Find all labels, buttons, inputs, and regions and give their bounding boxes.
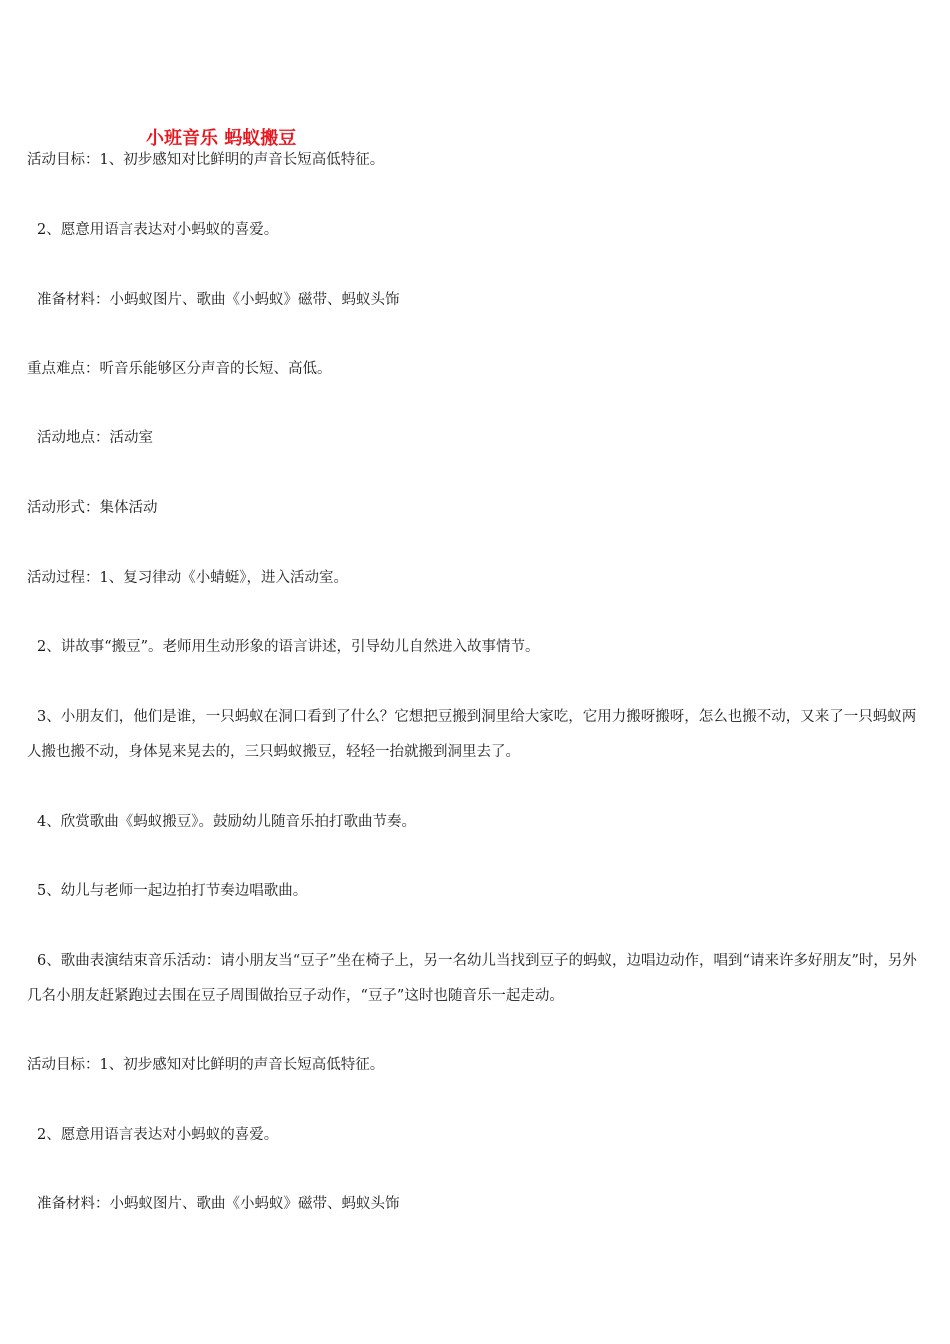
paragraph-process: 活动过程：1、复习律动《小蜻蜓》，进入活动室。 (27, 570, 348, 586)
paragraph-process-2: 2、讲故事“搬豆”。老师用生动形象的语言讲述，引导幼儿自然进入故事情节。 (37, 639, 540, 655)
paragraph-location: 活动地点：活动室 (37, 430, 153, 446)
paragraph-goal-2: 2、愿意用语言表达对小蚂蚁的喜爱。 (37, 222, 279, 238)
document-title: 小班音乐 蚂蚁搬豆 (146, 128, 297, 149)
paragraph-materials-repeat: 准备材料：小蚂蚁图片、歌曲《小蚂蚁》磁带、蚂蚁头饰 (37, 1196, 400, 1212)
paragraph-goal: 活动目标：1、初步感知对比鲜明的声音长短高低特征。 (27, 152, 385, 168)
paragraph-process-6: 6、歌曲表演结束音乐活动：请小朋友当“豆子”坐在椅子上，另一名幼儿当找到豆子的蚂蚁，边唱边动作，唱到“请来许多好朋友”时，另外几名小朋友赶紧跑过去围在豆子周围做抬豆子动作，“豆子”这时也随音乐一起走动。 (27, 953, 917, 1004)
paragraph-process-5: 5、幼儿与老师一起边拍打节奏边唱歌曲。 (37, 883, 308, 899)
paragraph-goal-repeat: 活动目标：1、初步感知对比鲜明的声音长短高低特征。 (27, 1057, 385, 1073)
paragraph-process-4: 4、欣赏歌曲《蚂蚁搬豆》。鼓励幼儿随音乐拍打歌曲节奏。 (37, 814, 416, 830)
paragraph-materials: 准备材料：小蚂蚁图片、歌曲《小蚂蚁》磁带、蚂蚁头饰 (37, 292, 400, 308)
paragraph-form: 活动形式：集体活动 (27, 500, 158, 516)
paragraph-difficulty: 重点难点：听音乐能够区分声音的长短、高低。 (27, 361, 332, 377)
paragraph-goal-2-repeat: 2、愿意用语言表达对小蚂蚁的喜爱。 (37, 1127, 279, 1143)
paragraph-process-3: 3、小朋友们，他们是谁，一只蚂蚁在洞口看到了什么？它想把豆搬到洞里给大家吃，它用力搬呀搬呀，怎么也搬不动，又来了一只蚂蚁两人搬也搬不动，身体晃来晃去的，三只蚂蚁搬豆，轻轻一抬就搬到洞里去了。 (27, 709, 917, 760)
